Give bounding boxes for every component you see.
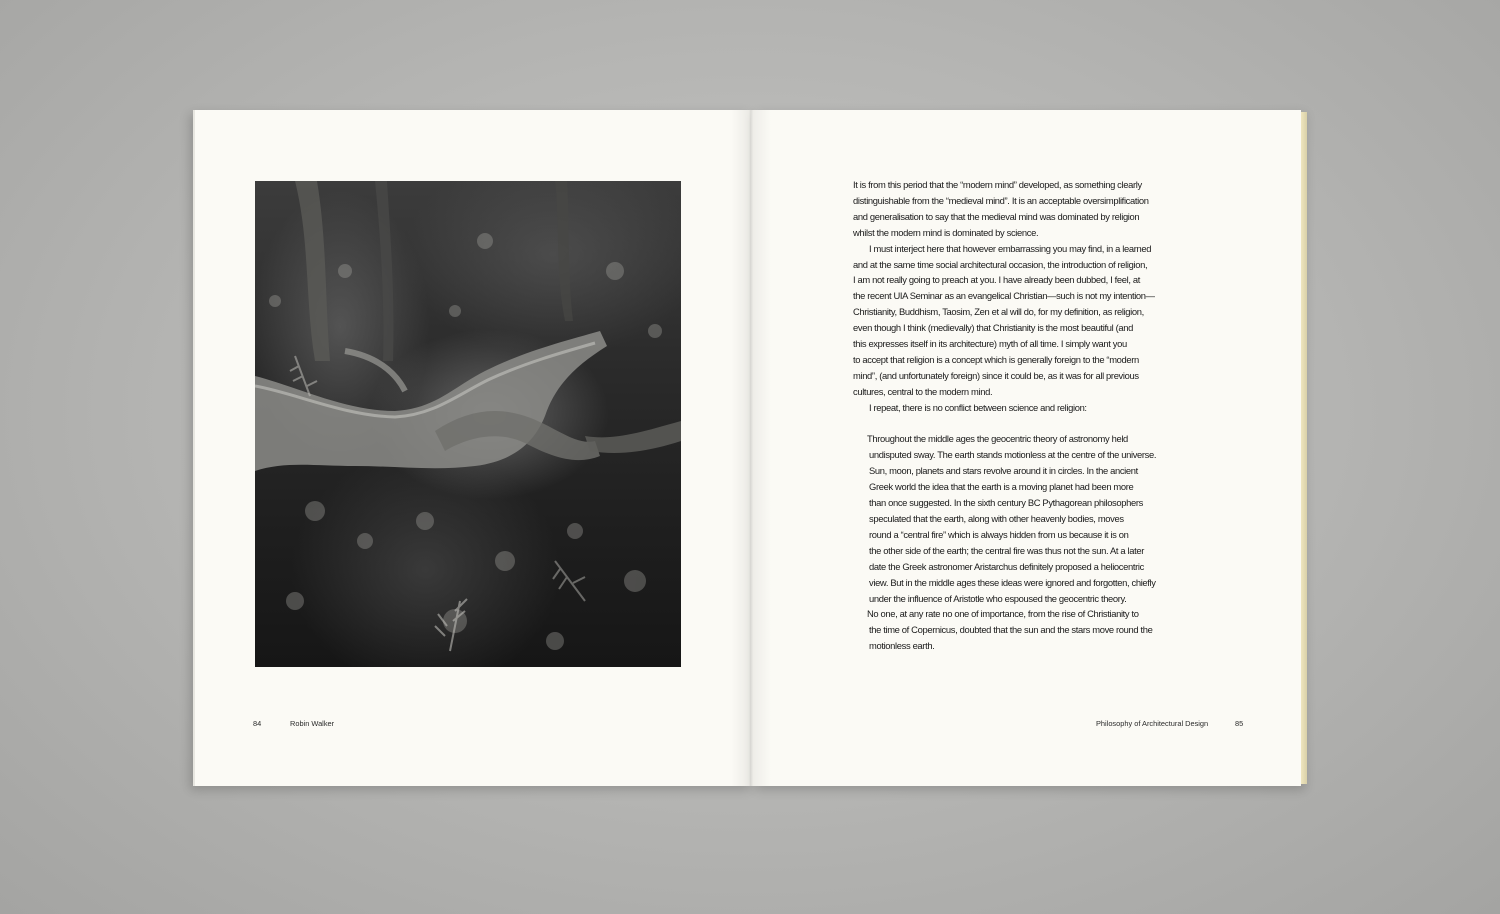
- text-line: this expresses itself in its architecture) myth of all time. I simply want you: [853, 338, 1127, 350]
- text-line: I repeat, there is no conflict between science and religion:: [869, 401, 1087, 413]
- paragraph: [853, 241, 1213, 400]
- quote-line: the other side of the earth; the central fire was thus not the sun. At a later: [869, 544, 1144, 556]
- text-line: Christianity, Buddhism, Taosim, Zen et al will do, for my definition, as religion,: [853, 306, 1144, 318]
- text-line: I am not really going to preach at you. I have already been dubbed, I feel, at: [853, 274, 1140, 286]
- paragraph: [853, 400, 1213, 416]
- quote-line: motionless earth.: [869, 640, 935, 652]
- text-line: cultures, central to the modern mind.: [853, 385, 993, 397]
- text-line: the recent UIA Seminar as an evangelical Christian—such is not my intention—: [853, 290, 1155, 302]
- forest-photo-artwork: [255, 181, 681, 667]
- left-page: [193, 110, 753, 786]
- text-line: and generalisation to say that the medieval mind was dominated by religion: [853, 210, 1140, 222]
- quote-line: than once suggested. In the sixth century BC Pythagorean philosophers: [869, 497, 1143, 509]
- quote-line: Greek world the idea that the earth is a moving planet had been more: [869, 481, 1134, 493]
- quote-line: view. But in the middle ages these ideas were ignored and forgotten, chiefly: [869, 576, 1156, 588]
- text-line: I must interject here that however embarrassing you may find, in a learned: [869, 242, 1152, 254]
- quote-line: No one, at any rate no one of importance, from the rise of Christianity to: [867, 608, 1139, 620]
- paragraph: [853, 177, 1213, 241]
- text-line: even though I think (medievally) that Christianity is the most beautiful (and: [853, 322, 1133, 334]
- text-line: distinguishable from the “medieval mind”. It is an acceptable oversimplification: [853, 194, 1149, 206]
- quote-line: Throughout the middle ages the geocentric theory of astronomy held: [867, 433, 1128, 445]
- right-running-head: Philosophy of Architectural Design: [1096, 719, 1209, 728]
- body-text: [853, 177, 1213, 654]
- quote-line: the time of Copernicus, doubted that the sun and the stars move round the: [869, 624, 1153, 636]
- left-folio-number: 84: [253, 719, 262, 728]
- forest-photograph: [255, 181, 681, 667]
- block-quote: [853, 431, 1213, 654]
- right-page: [751, 110, 1301, 786]
- quote-line: round a “central fire” which is always hidden from us because it is on: [869, 528, 1129, 540]
- quote-line: Sun, moon, planets and stars revolve around it in circles. In the ancient: [869, 465, 1138, 477]
- quote-line: speculated that the earth, along with other heavenly bodies, moves: [869, 513, 1124, 525]
- quote-line: undisputed sway. The earth stands motionless at the centre of the universe.: [869, 449, 1157, 461]
- quote-line: date the Greek astronomer Aristarchus definitely proposed a heliocentric: [869, 560, 1144, 572]
- text-line: mind”, (and unfortunately foreign) since it could be, as it was for all previous: [853, 369, 1139, 381]
- page-edge: [1301, 112, 1307, 784]
- open-book: [193, 110, 1307, 786]
- text-line: whilst the modern mind is dominated by science.: [853, 226, 1039, 238]
- left-running-head: Robin Walker: [290, 719, 335, 728]
- text-line: to accept that religion is a concept which is generally foreign to the “modern: [853, 353, 1139, 365]
- text-line: and at the same time social architectural occasion, the introduction of religion,: [853, 258, 1148, 270]
- text-line: It is from this period that the “modern mind” developed, as something clearly: [853, 179, 1142, 190]
- quote-line: under the influence of Aristotle who espoused the geocentric theory.: [869, 592, 1127, 604]
- right-folio-number: 85: [1235, 719, 1244, 728]
